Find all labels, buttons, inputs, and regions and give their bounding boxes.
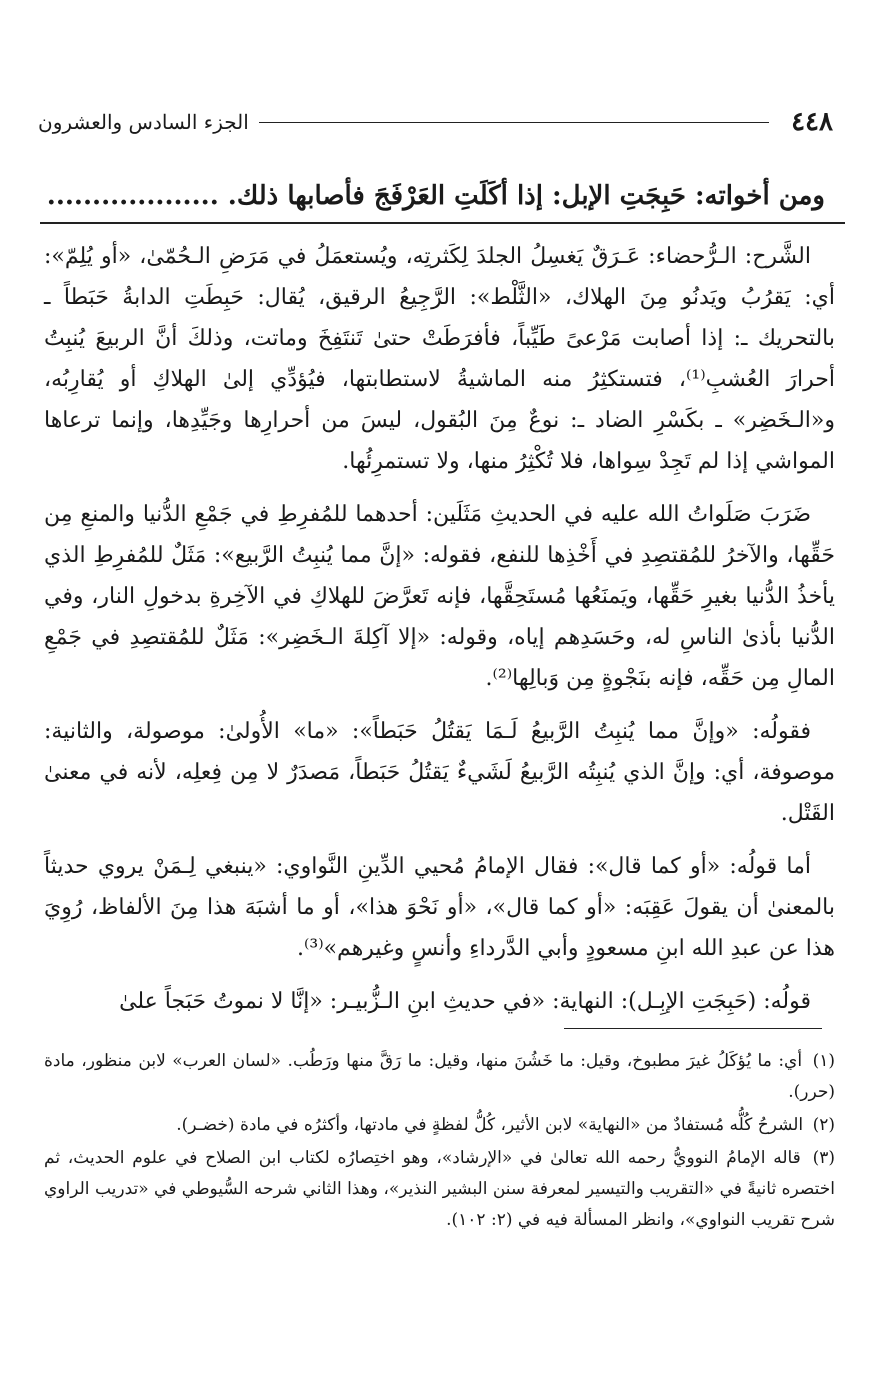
page-number: ٤٤٨ [791, 107, 833, 137]
running-title: الجزء السادس والعشرون [38, 110, 249, 134]
matn-divider [40, 222, 845, 224]
footnotes [44, 1046, 835, 1238]
commentary-paragraph: أما قولُه: «أو كما قال»: فقال الإمامُ مُحيي الدِّينِ النَّواوي: «ينبغي لِـمَنْ يروي حديثاً بالمعنىٰ أن يقولَ عَقِبَه: «أو كما قال»، «أو نَحْوَ هذا»، أو ما أشبَهَ هذا مِنَ الألفاظ، رُوِيَ هذا عن عبدِ الله ابنِ مسعودٍ وأبي الدَّرداءِ وأنسٍ وغيرهم»⁽³⁾. [44, 854, 835, 961]
footnote [44, 1046, 835, 1108]
footnote-divider [564, 1028, 822, 1029]
footnote [44, 1110, 835, 1141]
footnote-text: قاله الإمامُ النوويُّ رحمه الله تعالىٰ في «الإرشاد»، وهو اختِصارُه لكتاب ابن الصلاح في علوم الحديث، ثم اختصره ثانيةً في «التقريب والتيسير لمعرفة سنن البشير النذير»، وهذا الثاني شرحه السُّيوطي في «تدريب الراوي شرح تقريب النواوي»، وانظر المسألة فيه في (٢: ١٠٢). [44, 1148, 835, 1230]
commentary-paragraph: الشَّرح: الـرُّحضاء: عَـرَقٌ يَغسِلُ الجلدَ لِكَثرتِه، ويُستعمَلُ في مَرَضِ الـحُمّىٰ، «أو يُلِمّ»: أي: يَقرُبُ ويَدنُو مِنَ الهلاك، «الثَّلْط»: الرَّجِيعُ الرقيق، يُقال: حَبِطَتِ الدابةُ حَبَطاً ـ بالتحريك ـ: إذا أصابت مَرْعىً طَيِّباً، فأفرَطَتْ حتىٰ تَنتَفِخَ وماتت، وذلكَ أنَّ الربيعَ يُنبِتُ أحرارَ العُشبِ⁽¹⁾، فتستكثِرُ منه الماشيةُ لاستطابتها، فيُؤدِّي إلىٰ الهلاكِ أو يُقارِبُه، و«الـخَضِر» ـ بكَسْرِ الضاد ـ: نوعٌ مِنَ البُقول، ليسَ من أحرارِها وجَيِّدِها، وإنما ترعاها المواشي إذا لم تَجِدْ سِواها، فلا تُكْثِرُ منها، ولا تستمرِئُها. [44, 244, 835, 474]
footnote-number: (٣) [812, 1148, 836, 1168]
commentary-paragraph: فقولُه: «وإنَّ مما يُنبِتُ الرَّبيعُ لَـمَا يَقتُلُ حَبَطاً»: «ما» الأُولىٰ: موصولة، والثانية: موصوفة، أي: وإنَّ الذي يُنبِتُه الرَّبيعُ لَشَيءٌ يَقتُلُ حَبَطاً، مَصدَرٌ لا مِن فِعلِه، لأنه في معنىٰ القَتْل. [44, 719, 835, 826]
commentary-paragraph: ضَرَبَ صَلَواتُ الله عليه في الحديثِ مَثَلَين: أحدهما للمُفرِطِ في جَمْعِ الدُّنيا والمنعِ مِن حَقِّها، والآخرُ للمُقتصِدِ في أَخْذِها للنفع، فقوله: «إنَّ مما يُنبِتُ الرَّبيع»: مَثَلٌ للمُفرِطِ الذي يأخذُ الدُّنيا بغيرِ حَقِّها، ويَمنَعُها مُستَحِقَّها، فإنه تَعرَّضَ للهلاكِ في الآخِرةِ بدخولِ النار، وفي الدُّنيا بأذىٰ الناسِ له، وحَسَدِهم إياه، وقوله: «إلا آكِلةَ الـخَضِر»: مَثَلٌ للمُقتصِدِ في جَمْعِ المالِ مِن حَقِّه، فإنه بنَجْوةٍ مِن وَبالِها⁽²⁾. [44, 502, 835, 691]
footnote [44, 1143, 835, 1236]
matn-line: ومن أخواته: حَبِجَتِ الإبل: إذا أكَلَتِ العَرْفَجَ فأصابها ذلك. ................... [46, 181, 825, 211]
commentary-paragraph: قولُه: (حَبِجَتِ الإبِـل): النهاية: «في حديثِ ابنِ الـزُّبيـر: «إنَّا لا نموتُ حَبَجاً علىٰ [119, 989, 811, 1014]
footnote-number: (٢) [812, 1115, 835, 1135]
footnote-text: أي: ما يُؤكَلُ غيرَ مطبوخ، وقيل: ما خَشُنَ منها، وقيل: ما رَقَّ منها ورَطُب. «لسان العرب» لابن منظور، مادة (حرر). [44, 1051, 835, 1102]
footnote-number: (١) [812, 1051, 835, 1071]
header-rule [259, 122, 769, 123]
footnote-text: الشرحُ كُلُّه مُستفادٌ من «النهاية» لابن الأثير، كُلُّ لفظةٍ في مادتها، وأكثرُه في مادة (خضـر). [176, 1115, 804, 1135]
commentary-body [44, 236, 835, 1034]
page-header [38, 104, 833, 140]
